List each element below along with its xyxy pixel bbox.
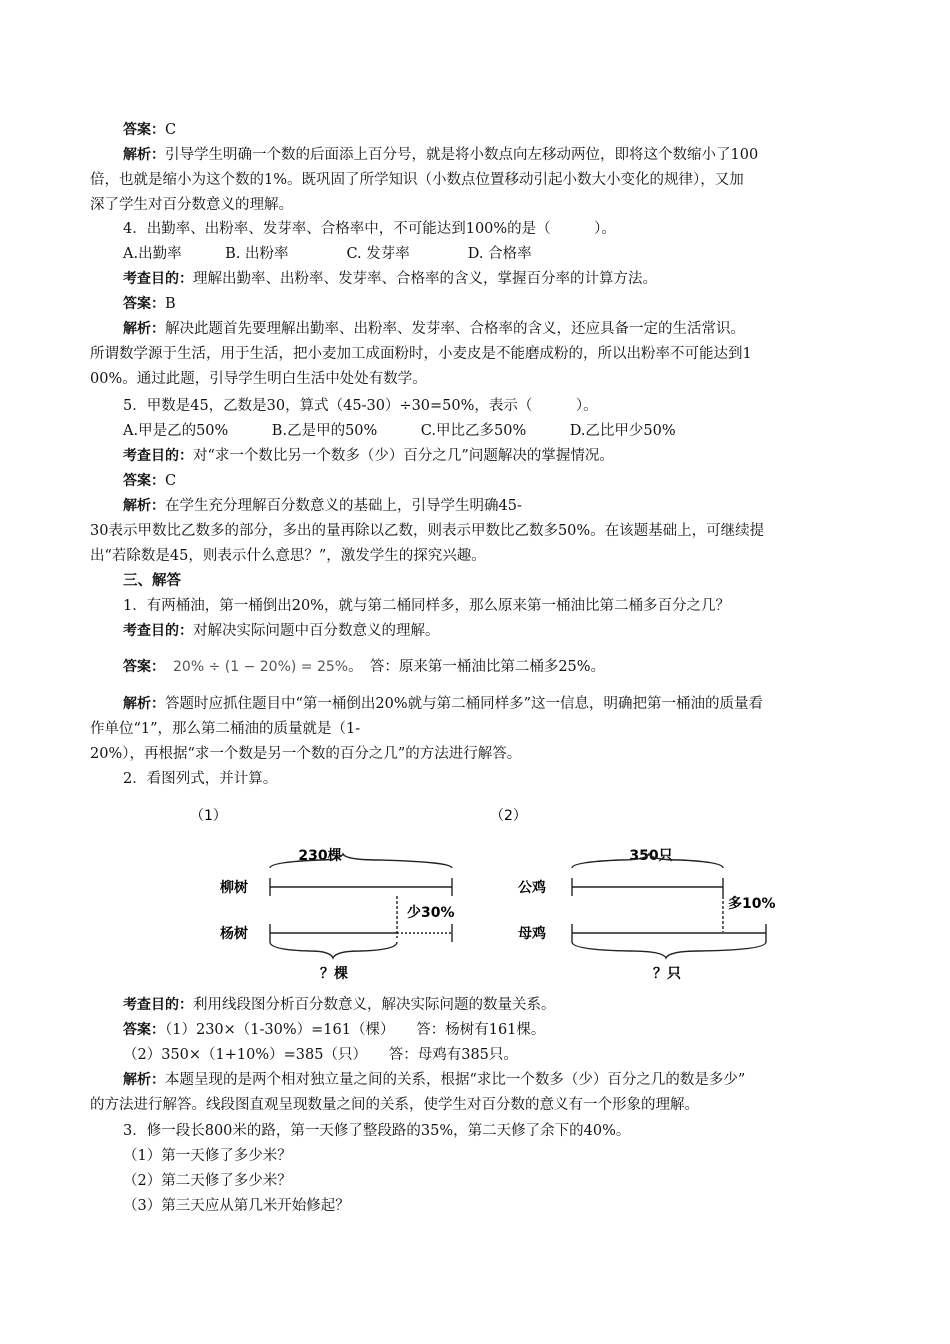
text-line bbox=[90, 1095, 699, 1115]
line-text: 作单位“1”，那么第二桶油的质量就是（1- bbox=[90, 721, 361, 737]
line-text: 本题呈现的是两个相对独立量之间的关系，根据“求比一个数多（少）百分之几的数是多少” bbox=[165, 1072, 746, 1088]
figure-2-question-label: ？只 bbox=[653, 966, 681, 982]
line-text: 3．修一段长800米的路，第一天修了整段路的35%，第二天修了余下的40%。 bbox=[123, 1123, 631, 1139]
figure-2-bottom-brace bbox=[572, 942, 766, 958]
line-label: 解析： bbox=[123, 1072, 165, 1088]
line-label: 考查目的： bbox=[123, 448, 193, 464]
line-label: 解析： bbox=[123, 498, 165, 514]
text-line bbox=[123, 120, 176, 140]
text-line bbox=[123, 496, 522, 516]
text-line bbox=[123, 244, 532, 264]
line-text: 30表示甲数比乙数多的部分，多出的量再除以乙数，则表示甲数比乙数多50%。在该题基础上，可继续提 bbox=[90, 523, 765, 539]
line-text: 利用线段图分析百分数意义，解决实际问题的数量关系。 bbox=[193, 997, 556, 1013]
line-text: 出“若除数是45，则表示什么意思？”，激发学生的探究兴趣。 bbox=[90, 548, 486, 564]
figure-1-top-brace bbox=[270, 854, 452, 868]
text-line bbox=[123, 1121, 630, 1141]
line-label: 考查目的： bbox=[123, 271, 193, 287]
line-label: 答案： bbox=[123, 473, 165, 489]
line-text: （3）第三天应从第几米开始修起？ bbox=[123, 1198, 350, 1214]
text-line bbox=[90, 546, 486, 566]
text-line bbox=[123, 421, 676, 441]
line-text: （1）第一天修了多少米？ bbox=[123, 1148, 292, 1164]
text-line bbox=[90, 719, 360, 739]
section-heading: 三、解答 bbox=[123, 573, 181, 589]
line-label: 解析： bbox=[123, 147, 165, 163]
answer-formula: 20% ÷ (1 − 20%) = 25% bbox=[173, 659, 349, 675]
figure-2-diff-label: 多10% bbox=[728, 896, 776, 912]
line-label: 考查目的： bbox=[123, 623, 193, 639]
text-line bbox=[123, 1146, 292, 1166]
text-line bbox=[123, 319, 745, 339]
line-text: 5．甲数是45，乙数是30，算式（45-30）÷30=50%，表示（ ）。 bbox=[123, 398, 598, 414]
figure-1-row1-label: 柳树 bbox=[220, 880, 248, 896]
line-text: A.出勤率 B. 出粉率 C. 发芽率 D. 合格率 bbox=[123, 246, 532, 262]
line-label: 解析： bbox=[123, 696, 165, 712]
text-line bbox=[90, 170, 744, 190]
text-line bbox=[123, 219, 616, 239]
line-label: 答案： bbox=[123, 122, 165, 138]
line-text: 。 答：原来第一桶油比第二桶多25%。 bbox=[348, 659, 606, 675]
text-line bbox=[123, 694, 763, 714]
line-text: 在学生充分理解百分数意义的基础上，引导学生明确45- bbox=[165, 498, 522, 514]
figure-1-total-label: 230棵 bbox=[298, 848, 342, 864]
line-text: （2）350×（1+10%）=385（只） 答：母鸡有385只。 bbox=[123, 1047, 518, 1063]
text-line bbox=[90, 369, 427, 389]
figure-1-number: （1） bbox=[190, 808, 227, 824]
figure-1-bottom-brace bbox=[270, 942, 397, 958]
line-text: 对“求一个数比另一个数多（少）百分之几”问题解决的掌握情况。 bbox=[193, 448, 614, 464]
text-line bbox=[123, 596, 730, 616]
text-line bbox=[123, 471, 176, 491]
text-line bbox=[123, 1070, 745, 1090]
figure-1-diff-label: 少30% bbox=[407, 905, 455, 921]
line-text: 理解出勤率、出粉率、发芽率、合格率的含义，掌握百分率的计算方法。 bbox=[193, 271, 657, 287]
line-text: 1．有两桶油，第一桶倒出20%，就与第二桶同样多，那么原来第一桶油比第二桶多百分之几？ bbox=[123, 598, 730, 614]
figure-2-row2-label: 母鸡 bbox=[518, 926, 546, 942]
text-line bbox=[123, 1045, 518, 1065]
text-line bbox=[123, 657, 605, 677]
text-line bbox=[123, 571, 181, 591]
line-text: 的方法进行解答。线段图直观呈现数量之间的关系，使学生对百分数的意义有一个形象的理解。 bbox=[90, 1097, 699, 1113]
line-text: 引导学生明确一个数的后面添上百分号，就是将小数点向左移动两位，即将这个数缩小了100 bbox=[165, 147, 759, 163]
text-line bbox=[90, 521, 764, 541]
figure-2-number: （2） bbox=[490, 808, 527, 824]
line-text: （2）第二天修了多少米？ bbox=[123, 1173, 292, 1189]
text-line bbox=[123, 769, 277, 789]
line-text: 倍，也就是缩小为这个数的1%。既巩固了所学知识（小数点位置移动引起小数大小变化的规律），又加 bbox=[90, 172, 744, 188]
figure-2-total-label: 350只 bbox=[629, 848, 673, 864]
text-line bbox=[123, 995, 556, 1015]
line-text: 所谓数学源于生活，用于生活，把小麦加工成面粉时，小麦皮是不能磨成粉的，所以出粉率不可能达到1 bbox=[90, 346, 752, 362]
text-line bbox=[123, 446, 614, 466]
figure-2-row1-label: 公鸡 bbox=[518, 880, 546, 896]
line-text: C bbox=[165, 122, 177, 138]
figure-1-row2-label: 杨树 bbox=[220, 926, 248, 942]
line-text: 20%），再根据“求一个数是另一个数的百分之几”的方法进行解答。 bbox=[90, 746, 522, 762]
line-text: （1）230×（1-30%）=161（棵） 答：杨树有161棵。 bbox=[165, 1022, 546, 1038]
line-label: 答案： bbox=[123, 296, 165, 312]
text-line bbox=[90, 344, 752, 364]
text-line bbox=[90, 195, 293, 215]
line-label: 解析： bbox=[123, 321, 165, 337]
line-text: 答题时应抓住题目中“第一桶倒出20%就与第二桶同样多”这一信息，明确把第一桶油的质量看 bbox=[165, 696, 764, 712]
text-line bbox=[123, 269, 657, 289]
text-line bbox=[123, 294, 176, 314]
line-text: 00%。通过此题，引导学生明白生活中处处有数学。 bbox=[90, 371, 427, 387]
figure-1-question-label: ？棵 bbox=[320, 966, 348, 982]
line-label: 答案： bbox=[123, 659, 165, 675]
line-segment-diagram bbox=[190, 800, 820, 990]
text-line bbox=[123, 1196, 350, 1216]
line-text: 2．看图列式，并计算。 bbox=[123, 771, 278, 787]
text-line bbox=[123, 396, 598, 416]
line-text: 深了学生对百分数意义的理解。 bbox=[90, 197, 293, 213]
line-text: 4．出勤率、出粉率、发芽率、合格率中，不可能达到100%的是（ ）。 bbox=[123, 221, 616, 237]
text-line bbox=[90, 744, 521, 764]
line-text: B bbox=[165, 296, 176, 312]
text-line bbox=[123, 1020, 545, 1040]
line-label: 答案： bbox=[123, 1022, 165, 1038]
line-label: 考查目的： bbox=[123, 997, 193, 1013]
text-line bbox=[123, 145, 758, 165]
text-line bbox=[123, 621, 440, 641]
text-line bbox=[123, 1171, 292, 1191]
line-text: A.甲是乙的50% B.乙是甲的50% C.甲比乙多50% D.乙比甲少50% bbox=[123, 423, 676, 439]
line-text: 解决此题首先要理解出勤率、出粉率、发芽率、合格率的含义，还应具备一定的生活常识。 bbox=[165, 321, 745, 337]
line-text: C bbox=[165, 473, 177, 489]
line-text: 对解决实际问题中百分数意义的理解。 bbox=[193, 623, 440, 639]
